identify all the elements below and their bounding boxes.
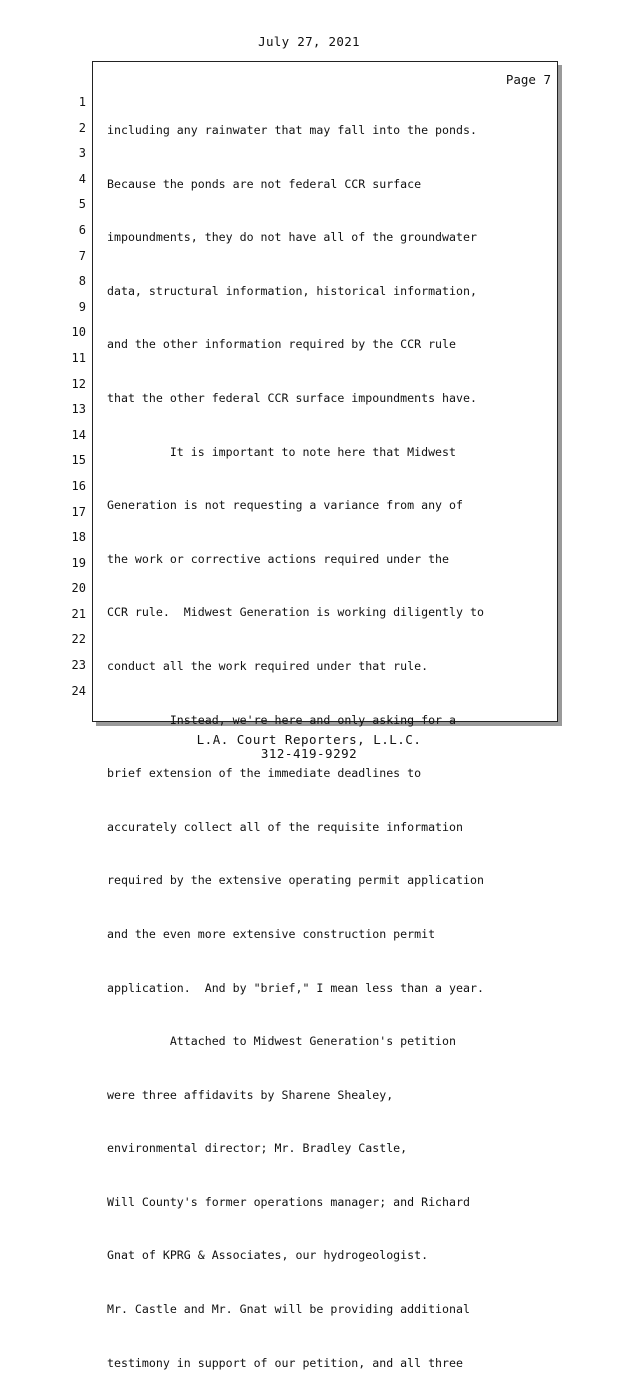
line-number: 19: [71, 555, 86, 570]
page-number-label: Page 7: [505, 72, 551, 87]
transcript-line: that the other federal CCR surface impoundments have.: [107, 390, 477, 405]
line-number: 5: [78, 197, 86, 212]
line-number: 15: [71, 453, 86, 468]
line-number: 17: [71, 504, 86, 519]
transcript-line: Instead, we're here and only asking for a: [107, 712, 457, 727]
transcript-line: Will County's former operations manager; and Richard: [107, 1194, 470, 1209]
transcript-line: impoundments, they do not have all of the groundwater: [107, 230, 477, 245]
transcript-line: environmental director; Mr. Bradley Castle,: [107, 1141, 408, 1156]
footer-company: L.A. Court Reporters, L.L.C.: [196, 732, 422, 747]
line-number: 22: [71, 632, 86, 647]
line-number: 1: [78, 95, 86, 109]
transcript-line: Gnat of KPRG & Associates, our hydrogeologist.: [107, 1248, 429, 1263]
transcript-line: including any rainwater that may fall into the ponds.: [107, 123, 477, 137]
line-number: 20: [71, 581, 86, 596]
transcript-line: were three affidavits by Sharene Shealey,: [107, 1087, 394, 1102]
transcript-line: and the even more extensive construction permit: [107, 926, 436, 941]
line-number: 24: [71, 683, 86, 698]
line-number: 3: [78, 146, 86, 161]
transcript-line: conduct all the work required under that rule.: [107, 658, 429, 673]
transcript-line: testimony in support of our petition, and all three: [107, 1355, 463, 1370]
line-number: 11: [71, 350, 86, 365]
header-date: July 27, 2021: [258, 34, 360, 49]
line-number-column: [60, 94, 86, 708]
transcript-line: and the other information required by the CCR rule: [107, 337, 457, 352]
line-number: 4: [78, 171, 86, 186]
line-number: 14: [71, 427, 86, 442]
line-number: 7: [78, 248, 86, 263]
transcript-line: the work or corrective actions required under the: [107, 551, 450, 566]
line-number: 10: [71, 325, 86, 340]
transcript-line: accurately collect all of the requisite information: [107, 819, 463, 834]
line-number: 21: [71, 606, 86, 621]
line-number: 6: [78, 222, 86, 237]
transcript-line: brief extension of the immediate deadlines to: [107, 766, 422, 781]
transcript-line: application. And by "brief," I mean less than a year.: [107, 980, 484, 995]
line-number: 12: [71, 376, 86, 391]
transcript-line: Mr. Castle and Mr. Gnat will be providing additional: [107, 1302, 470, 1317]
transcript-line: Because the ponds are not federal CCR surface: [107, 176, 422, 191]
line-number: 16: [71, 478, 86, 493]
transcript-line: Generation is not requesting a variance from any of: [107, 498, 463, 513]
transcript-line: Attached to Midwest Generation's petition: [107, 1034, 457, 1049]
transcript-line: required by the extensive operating permit application: [107, 873, 484, 888]
line-number: 13: [71, 402, 86, 417]
line-number: 2: [78, 120, 86, 135]
transcript-line: It is important to note here that Midwest: [107, 444, 457, 459]
footer: [0, 733, 618, 761]
line-number: 9: [78, 299, 86, 314]
line-number: 23: [71, 658, 86, 673]
transcript-line: data, structural information, historical information,: [107, 283, 477, 298]
line-number: 8: [78, 274, 86, 289]
line-number: 18: [71, 530, 86, 545]
transcript-line: CCR rule. Midwest Generation is working diligently to: [107, 605, 484, 620]
footer-phone: 312-419-9292: [260, 746, 358, 761]
